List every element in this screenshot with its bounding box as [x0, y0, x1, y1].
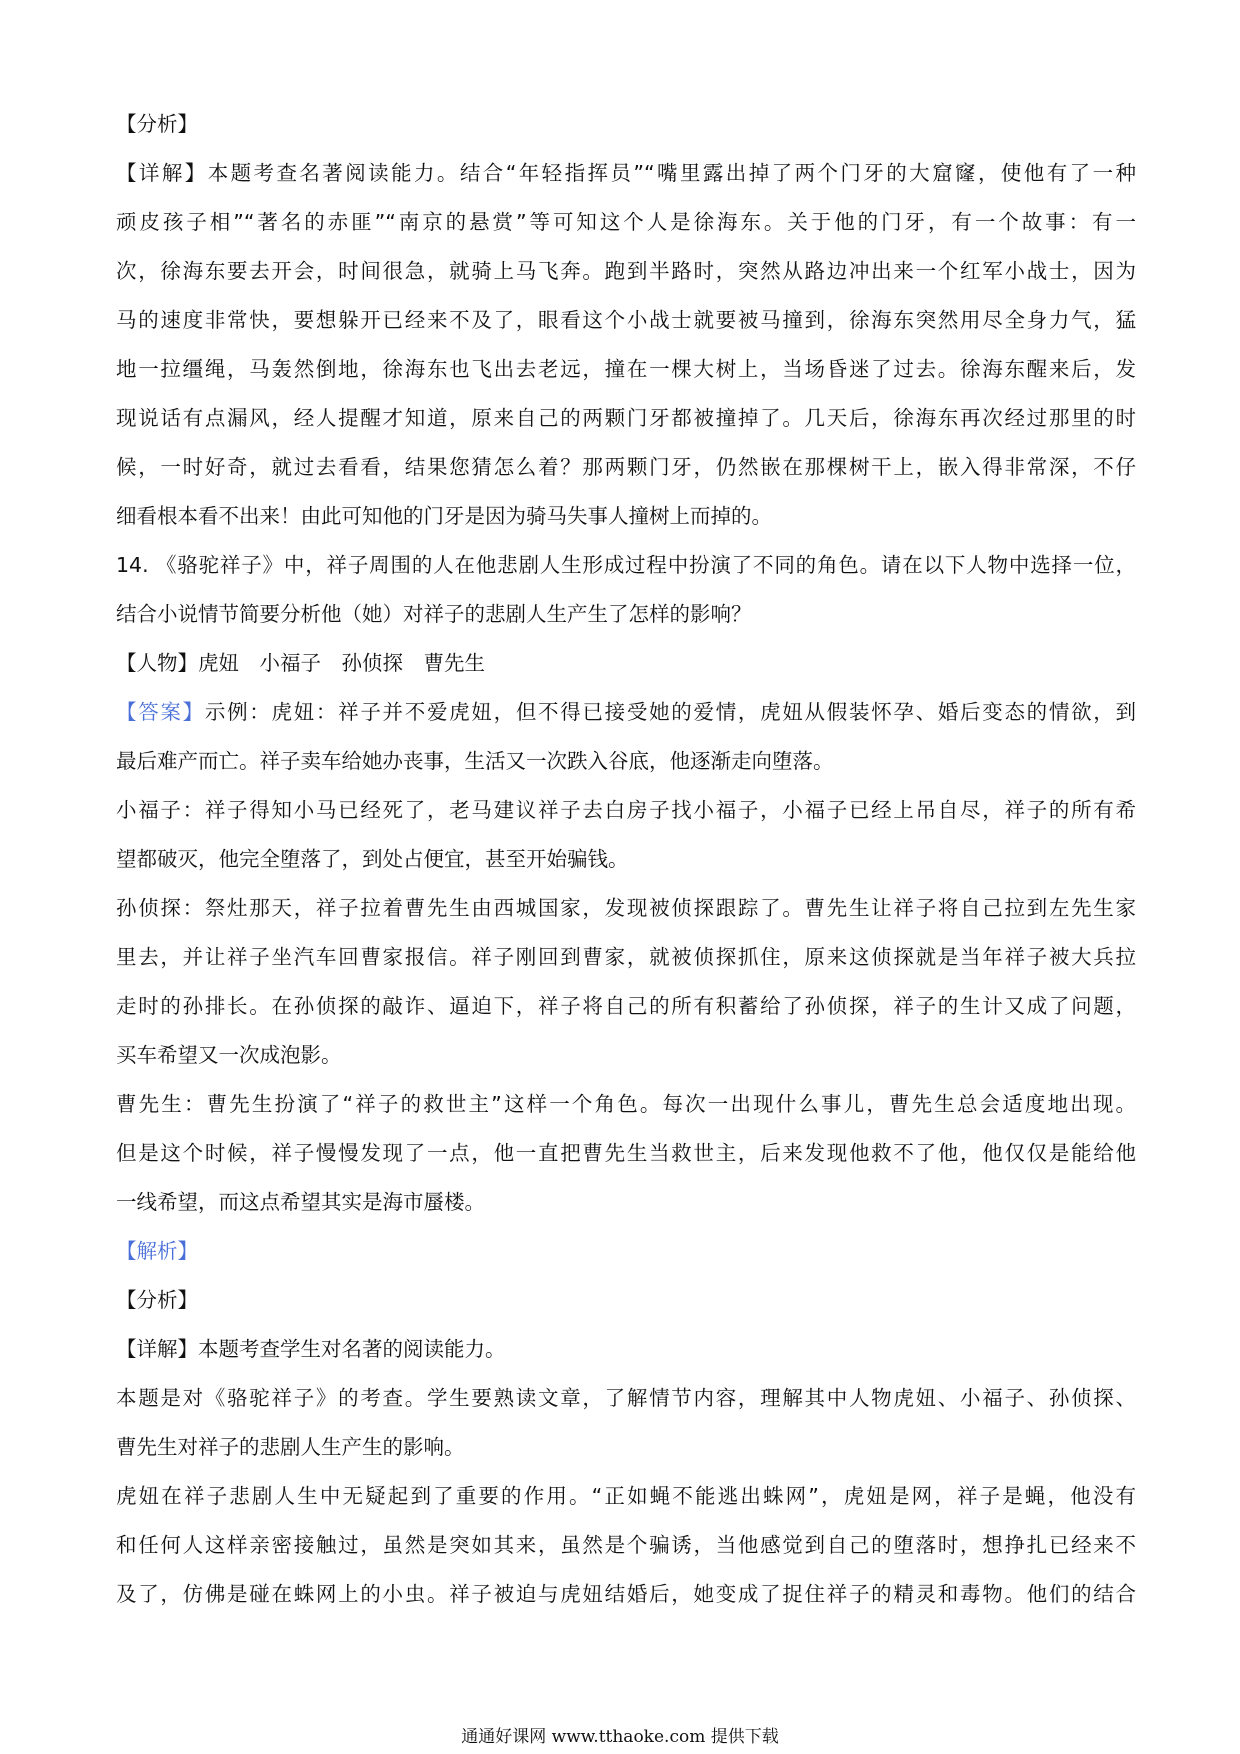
text-line: [116, 1227, 1136, 1276]
line-text: 曹先生对祥子的悲剧人生产生的影响。: [116, 1435, 465, 1459]
text-line: [116, 1570, 1136, 1619]
text-line: [116, 982, 1136, 1031]
line-text: 【分析】: [116, 1288, 198, 1312]
line-text: 现说话有点漏风，经人提醒才知道，原来自己的两颗门牙都被撞掉了。几天后，徐海东再次经过那里的时: [116, 406, 1136, 430]
text-line: [116, 541, 1136, 590]
line-text: 本题是对《骆驼祥子》的考查。学生要熟读文章，了解情节内容，理解其中人物虎妞、小福子、孙侦探、: [116, 1386, 1136, 1410]
line-text: 次，徐海东要去开会，时间很急，就骑上马飞奔。跑到半路时，突然从路边冲出来一个红军小战士，因为: [116, 259, 1136, 283]
text-line: [116, 688, 1136, 737]
text-line: [116, 1129, 1136, 1178]
text-line: [116, 1472, 1136, 1521]
line-text: 【分析】: [116, 112, 198, 136]
line-text: 孙侦探：祭灶那天，祥子拉着曹先生由西城国家，发现被侦探跟踪了。曹先生让祥子将自己拉到左先生家: [116, 896, 1136, 920]
text-line: [116, 492, 1136, 541]
line-text: 小福子：祥子得知小马已经死了，老马建议祥子去白房子找小福子，小福子已经上吊自尽，祥子的所有希: [116, 798, 1136, 822]
text-line: [116, 198, 1136, 247]
line-text: 一线希望，而这点希望其实是海市蜃楼。: [116, 1190, 485, 1214]
document-page: [116, 100, 1136, 1619]
text-line: [116, 345, 1136, 394]
line-text: 【详解】本题考查学生对名著的阅读能力。: [116, 1337, 506, 1361]
line-text: 细看根本看不出来！由此可知他的门牙是因为骑马失事人撞树上而掉的。: [116, 504, 772, 528]
line-text: 地一拉缰绳，马轰然倒地，徐海东也飞出去老远，撞在一棵大树上，当场昏迷了过去。徐海东醒来后，发: [116, 357, 1136, 381]
text-line: [116, 1325, 1136, 1374]
line-text: 及了，仿佛是碰在蛛网上的小虫。祥子被迫与虎妞结婚后，她变成了捉住祥子的精灵和毒物。他们的结合: [116, 1582, 1136, 1606]
line-text: 望都破灭，他完全堕落了，到处占便宜，甚至开始骗钱。: [116, 847, 629, 871]
text-line: [116, 247, 1136, 296]
text-line: [116, 1080, 1136, 1129]
line-text: 示例：虎妞：祥子并不爱虎妞，但不得已接受她的爱情，虎妞从假装怀孕、婚后变态的情欲，到: [204, 700, 1137, 724]
text-line: [116, 884, 1136, 933]
section-label: 【答案】: [116, 700, 205, 724]
text-line: [116, 786, 1136, 835]
line-text: 里去，并让祥子坐汽车回曹家报信。祥子刚回到曹家，就被侦探抓住，原来这侦探就是当年祥子被大兵拉: [116, 945, 1136, 969]
text-line: [116, 1521, 1136, 1570]
line-text: 候，一时好奇，就过去看看，结果您猜怎么着？那两颗门牙，仍然嵌在那棵树干上，嵌入得非常深，不仔: [116, 455, 1136, 479]
text-line: [116, 590, 1136, 639]
line-text: 但是这个时候，祥子慢慢发现了一点，他一直把曹先生当救世主，后来发现他救不了他，他仅仅是能给他: [116, 1141, 1136, 1165]
line-text: 顽皮孩子相”“著名的赤匪”“南京的悬赏”等可知这个人是徐海东。关于他的门牙，有一个故事：有一: [116, 210, 1136, 234]
line-text: 曹先生：曹先生扮演了“祥子的救世主”这样一个角色。每次一出现什么事儿，曹先生总会适度地出现。: [116, 1092, 1136, 1116]
line-text: 结合小说情节简要分析他（她）对祥子的悲剧人生产生了怎样的影响？: [116, 602, 752, 626]
text-line: [116, 1178, 1136, 1227]
line-text: 走时的孙排长。在孙侦探的敲诈、逼迫下，祥子将自己的所有积蓄给了孙侦探，祥子的生计又成了问题，: [116, 994, 1136, 1018]
line-text: 马的速度非常快，要想躲开已经来不及了，眼看这个小战士就要被马撞到，徐海东突然用尽全身力气，猛: [116, 308, 1136, 332]
section-label: 【解析】: [116, 1239, 198, 1263]
text-line: [116, 394, 1136, 443]
line-text: 最后难产而亡。祥子卖车给她办丧事，生活又一次跌入谷底，他逐渐走向堕落。: [116, 749, 834, 773]
text-line: [116, 296, 1136, 345]
text-line: [116, 835, 1136, 884]
line-text: 【人物】虎妞 小福子 孙侦探 曹先生: [116, 651, 485, 675]
text-line: [116, 149, 1136, 198]
line-text: 和任何人这样亲密接触过，虽然是突如其来，虽然是个骗诱，当他感觉到自己的堕落时，想挣扎已经来不: [116, 1533, 1136, 1557]
line-text: 买车希望又一次成泡影。: [116, 1043, 342, 1067]
text-line: [116, 1031, 1136, 1080]
text-line: [116, 933, 1136, 982]
line-text: 14. 《骆驼祥子》中，祥子周围的人在他悲剧人生形成过程中扮演了不同的角色。请在以下人物中选择一位，: [116, 553, 1136, 577]
text-line: [116, 100, 1136, 149]
text-line: [116, 443, 1136, 492]
line-text: 【详解】本题考查名著阅读能力。结合“年轻指挥员”“嘴里露出掉了两个门牙的大窟窿，使他有了一种: [116, 161, 1136, 185]
text-line: [116, 737, 1136, 786]
text-line: [116, 639, 1136, 688]
line-text: 虎妞在祥子悲剧人生中无疑起到了重要的作用。“正如蝇不能逃出蛛网”，虎妞是网，祥子是蝇，他没有: [116, 1484, 1136, 1508]
text-line: [116, 1423, 1136, 1472]
text-line: [116, 1276, 1136, 1325]
page-footer: 通通好课网 www.tthaoke.com 提供下载: [461, 1727, 779, 1747]
text-line: [116, 1374, 1136, 1423]
